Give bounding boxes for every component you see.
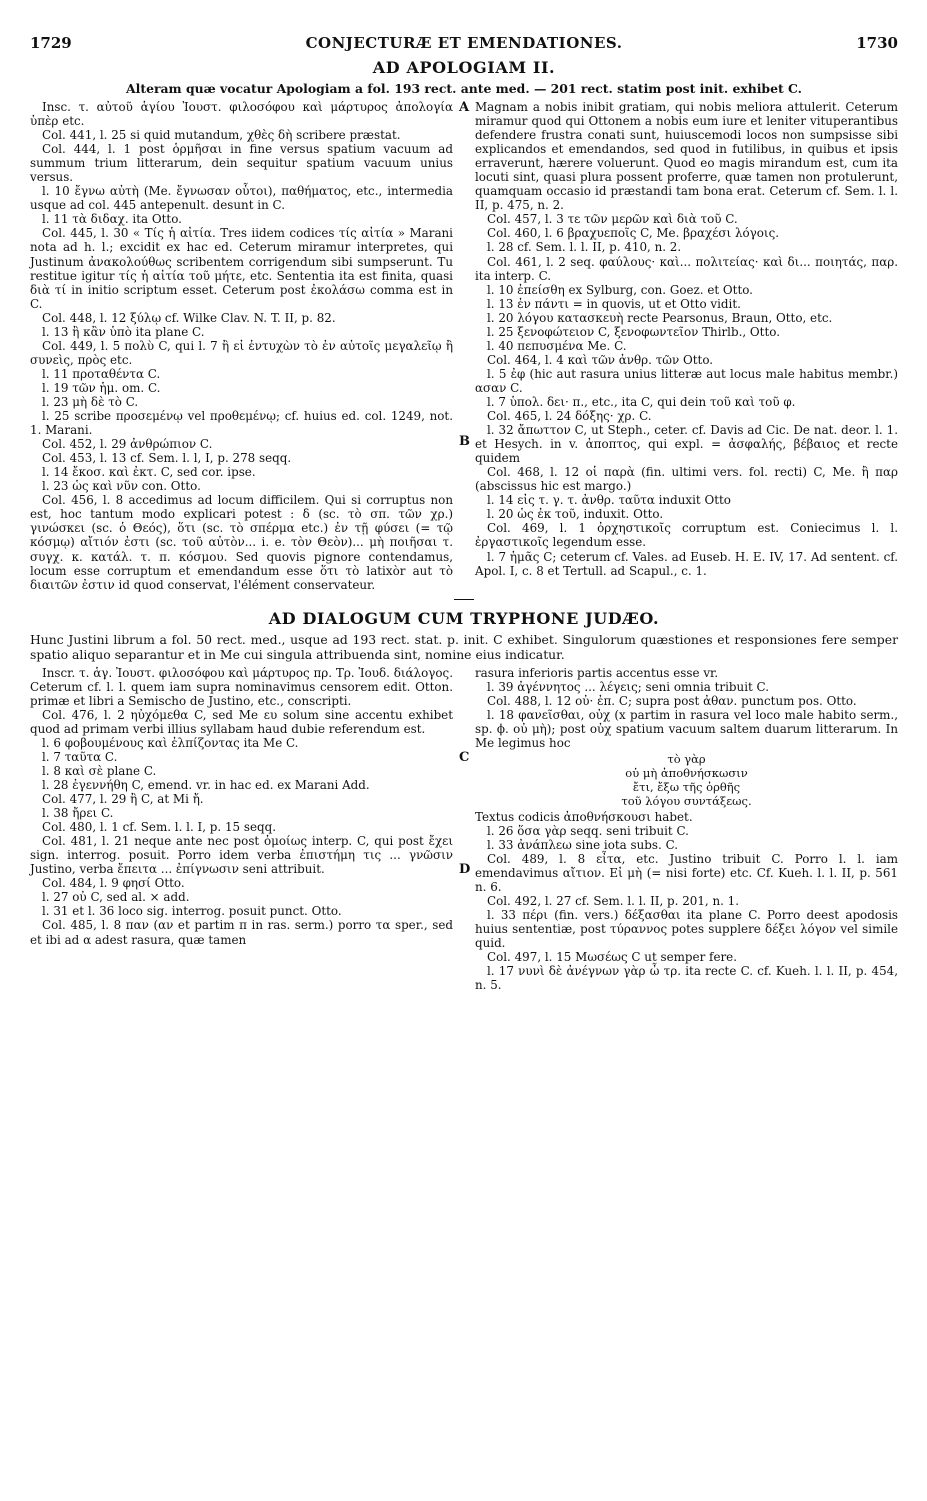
section-title-apologia: AD APOLOGIAM II.	[372, 58, 556, 77]
note: Col. 489, l. 8 εἶτα, etc. Justino tribuit C. Porro l. l. iam emendavimus αἴτιον. Εἰ μὴ (= nisi forte) etc. Cf. Kueh. l. l. II, p. 561 n. 6.	[475, 852, 898, 895]
margin-marker-b: B	[459, 434, 470, 449]
page-number-right: 1730	[856, 34, 898, 52]
note: l. 23 ὡς καὶ νῦν con. Otto.	[42, 479, 201, 494]
note: Col. 469, l. 1 ὀρχηστικοῖς corruptum est. Coniecimus l. l. ἐργαστικοῖς legendum esse.	[475, 521, 898, 550]
quoted-verse	[475, 752, 898, 808]
note: rasura inferioris partis accentus esse vr.	[475, 665, 719, 680]
note: Col. 453, l. 13 cf. Sem. l. l, I, p. 278 seqq.	[42, 451, 292, 466]
note: Col. 456, l. 8 accedimus ad locum difficilem. Qui si corruptus non est, hoc tantum modo explicari potest : δ (sc. τὸ σπ. τῶν χρ.) γινώσκει (sc. ὁ Θεός), ὅτι (sc. τὸ σπέρμα etc.) ἐν τῇ φύσει (= τῷ κόσμῳ) αἴτιόν ἐστι (sc. τοῦ αὐτὸν... i. e. τὸν Θεὸν)... μὴ ποιῆσαι τ. συγχ. κ. κατάλ. τ. π. κόσμου. Sed quovis pignore contendamus, locum esse corruptum et emendandum esse ὅτι τὸ latixòr aut τὸ διαιτῶν ἐστιν id quod conservat, l'élément conservateur.	[30, 493, 453, 592]
note: Col. 448, l. 12 ξύλῳ cf. Wilke Clav. N. T. II, p. 82.	[42, 310, 336, 325]
note: l. 13 ἢ κἂν ὑπὸ ita plane C.	[42, 324, 205, 339]
section-intro-dialogus: Hunc Justini librum a fol. 50 rect. med., usque ad 193 rect. stat. p. init. C exhibet. Singulorum quæstiones et responsiones fere semper spatio aliquo separantur et in Me cui singula attribuenda sint, nomine eius indicatur.	[30, 631, 898, 662]
page-number-left: 1729	[30, 34, 72, 52]
note: l. 7 ὑπολ. δει· π., etc., ita C, qui dein τοῦ καὶ τοῦ φ.	[487, 394, 796, 409]
note: l. 13 ἐν πάντι = in quovis, ut et Otto vidit.	[487, 296, 741, 311]
note: Col. 485, l. 8 παν (αν et partim π in ras. serm.) porro τα sper., sed et ibi ad α adest rasura, quæ tamen	[30, 918, 453, 947]
margin-marker-c: C	[459, 750, 470, 765]
note: Col. 492, l. 27 cf. Sem. l. l. II, p. 201, n. 1.	[487, 894, 740, 909]
note: Magnam a nobis inibit gratiam, qui nobis meliora attulerit. Ceterum miramur quod qui Ottonem a nobis eum iure et leniter vituperantibus defendere frustra conati sunt, huiuscemodi locos non sumpsisse sibi explicandos et emendandos, sed quod in futilibus, in quibus et ipsis erraverunt, hærere voluerunt. Quod eo magis mirandum est, cum ita locuti sint, quasi plura possent proferre, quæ tamen non protulerunt, quamquam occasio id præstandi tam bona erat. Ceterum cf. Sem. l. l. II, p. 475, n. 2.	[475, 100, 898, 213]
note: Col. 480, l. 1 cf. Sem. l. l. I, p. 15 seqq.	[42, 820, 276, 835]
note: l. 38 ἤρει C.	[42, 806, 114, 821]
dialogus-columns	[30, 666, 898, 993]
section-title-dialogus: AD DIALOGUM CUM TRYPHONE JUDÆO.	[268, 608, 660, 628]
section-intro-apologia: Alteram quæ vocatur Apologiam a fol. 193 rect. ante med. — 201 rect. statim post init. exhibet C.	[126, 81, 802, 96]
page	[30, 34, 898, 993]
note: Col. 445, l. 30 « Τίς ἡ αἰτία. Tres iidem codices τίς αἰτία » Marani nota ad h. l.; excidit ex hac ed. Ceterum miramur interpretes, qui Justinum ἀνακολούθως scribentem corrigendum sibi sumpserunt. Tu restitue igitur τίς ἡ αἰτία τοῦ μήτε, etc. Sententia ita est finita, quasi διὰ τί in initio scriptum esset. Ceterum post ἐκολάσω comma est in C.	[30, 226, 453, 311]
dialogus-left-column	[30, 666, 453, 993]
note: Col. 452, l. 29 ἀνθρώπιον C.	[42, 437, 213, 452]
note: l. 25 ξενοφώτειον C, ξενοφωντεῖον Thirlb., Otto.	[487, 324, 780, 339]
note: l. 7 ἡμᾶς C; ceterum cf. Vales. ad Euseb. H. E. IV, 17. Ad sentent. cf. Apol. I, c. 8 et Tertull. ad Scapul., c. 1.	[475, 549, 898, 578]
verse-line: τοῦ λόγου συντάξεως.	[621, 793, 752, 808]
note: l. 40 πεπυσμένα Me. C.	[487, 338, 627, 353]
note: l. 6 φοβουμένους καὶ ἐλπίζοντας ita Me C.	[42, 735, 299, 750]
note: l. 7 ταῦτα C.	[42, 749, 118, 764]
note: l. 23 μὴ δὲ τὸ C.	[42, 394, 139, 409]
note: Col. 449, l. 5 πολὺ C, qui l. 7 ἢ εἰ ἐντυχὼν τὸ ἐν αὐτοῖς μεγαλεῖῳ ἢ συνεὶς, πρὸς etc.	[30, 338, 453, 367]
note: l. 28 ἐγεννήθη C, emend. vr. in hac ed. ex Marani Add.	[42, 778, 370, 793]
running-head	[30, 34, 898, 56]
note: Col. 444, l. 1 post ὁρμῆσαι in fine versus spatium vacuum ad summum trium litterarum, dein sequitur spatium vacuum unius versus.	[30, 142, 453, 185]
note: Col. 441, l. 25 si quid mutandum, χθὲς δὴ scribere præstat.	[42, 128, 401, 143]
note: Col. 464, l. 4 καὶ τῶν ἀνθρ. τῶν Otto.	[487, 352, 714, 367]
note: Col. 468, l. 12 οἱ παρὰ (fin. ultimi vers. fol. recti) C, Me. ἢ παρ (abscissus hic est margo.)	[475, 465, 898, 494]
note: l. 10 ἐπείσθη ex Sylburg, con. Goez. et Otto.	[487, 282, 753, 297]
note: l. 33 πέρι (fin. vers.) δέξασθαι ita plane C. Porro deest apodosis huius sententiæ, post τύραννος potes supplere δέξει λόγον vel simile quid.	[475, 908, 898, 951]
running-title: CONJECTURÆ ET EMENDATIONES.	[305, 34, 623, 52]
note: l. 11 τὰ διδαχ. ita Otto.	[42, 212, 182, 227]
note: l. 39 ἀγέννητος ... λέγεις; seni omnia tribuit C.	[487, 679, 770, 694]
note: l. 10 ἔγνω αὐτὴ (Me. ἔγνωσαν οὗτοι), παθήματος, etc., intermedia usque ad col. 445 antepenult. desunt in C.	[30, 184, 453, 213]
note: l. 28 cf. Sem. l. l. II, p. 410, n. 2.	[487, 240, 682, 255]
note: Col. 481, l. 21 neque ante nec post ὁμοίως interp. C, qui post ἔχει sign. interrog. posuit. Porro idem verba ἐπιστήμη τις ... γνῶσιν Justino, verba ἔπειτα ... ἐπίγνωσιν seni attribuit.	[30, 834, 453, 877]
note: l. 32 ἄπωττον C, ut Steph., ceter. cf. Davis ad Cic. De nat. deor. l. 1. et Hesych. in v. ἀποπτος, qui expl. = ἀσφαλής, βέβαιος et recte quidem	[475, 423, 898, 466]
note: Col. 460, l. 6 βραχυεποῖς C, Me. βραχέσι λόγοις.	[487, 226, 780, 241]
note: l. 14 ἔκοσ. καὶ ἐκτ. C, sed cor. ipse.	[42, 465, 256, 480]
margin-marker-a: A	[459, 100, 470, 115]
note: Col. 484, l. 9 φησί Otto.	[42, 876, 185, 891]
verse-line: τὸ γὰρ	[667, 751, 706, 766]
note: l. 11 προταθέντα C.	[42, 366, 161, 381]
note: l. 26 ὅσα γὰρ seqq. seni tribuit C.	[487, 823, 689, 838]
note: l. 33 ἀνάπλεω sine iota subs. C.	[487, 838, 679, 853]
note: Col. 476, l. 2 ηὐχόμεθα C, sed Me ευ solum sine accentu exhibet quod ad primam verbi illius syllabam haud dubie referendum est.	[30, 707, 453, 736]
verse-line: οὐ μὴ ἀποθνήσκωσιν	[625, 765, 748, 780]
note: l. 31 et l. 36 loco sig. interrog. posuit punct. Otto.	[42, 904, 342, 919]
note: l. 20 ὡς ἐκ τοῦ, induxit. Otto.	[487, 507, 664, 522]
margin-marker-d: D	[459, 861, 471, 877]
note: l. 17 νυνὶ δὲ ἀνέγνων γὰρ ὦ τρ. ita recte C. cf. Kueh. l. l. II, p. 454, n. 5.	[475, 964, 898, 993]
apologia-right-column	[475, 100, 898, 592]
note: Textus codicis ἀποθνήσκουσι habet.	[475, 809, 693, 824]
note: Col. 497, l. 15 Μωσέως C ut semper fere.	[487, 950, 737, 965]
section-divider	[454, 599, 474, 600]
verse-line: ἔτι, ἔξω τῆς ὀρθῆς	[632, 779, 741, 794]
note: l. 8 καὶ σὲ plane C.	[42, 763, 157, 778]
note: l. 20 λόγου κατασκευὴ recte Pearsonus, Braun, Otto, etc.	[487, 310, 833, 325]
note: l. 27 οὐ C, sed al. × add.	[42, 890, 190, 905]
note: Inscr. τ. ἁγ. Ἰουστ. φιλοσόφου καὶ μάρτυρος πρ. Τρ. Ἰουδ. διάλογος. Ceterum cf. l. l. quem iam supra nominavimus censorem edit. Otton. primæ et libri a Semischo de Justino, etc., conscripti.	[30, 665, 453, 708]
note: Col. 461, l. 2 seq. φαύλους· καὶ... πολιτείας· καὶ δι... ποιητάς, παρ. ita interp. C.	[475, 254, 898, 283]
note: Insc. τ. αὐτοῦ ἁγίου Ἰουστ. φιλοσόφου καὶ μάρτυρος ἀπολογία ὑπὲρ etc.	[30, 100, 453, 129]
note: l. 5 ἐφ (hic aut rasura unius litteræ aut locus male habitus membr.) ασαν C.	[475, 366, 898, 395]
note: Col. 488, l. 12 οὐ· ἐπ. C; supra post ἀθαν. punctum pos. Otto.	[487, 693, 857, 708]
note: Col. 457, l. 3 τε τῶν μερῶν καὶ διὰ τοῦ C.	[487, 212, 738, 227]
dialogus-right-column	[475, 666, 898, 993]
note: l. 19 τῶν ἡμ. om. C.	[42, 380, 161, 395]
note: l. 18 φανεῖσθαι, οὐχ (x partim in rasura vel loco male habito serm., sp. ϕ. οὐ μὴ); post οὐχ spatium vacuum saltem duarum litterarum. In Me legimus hoc	[475, 707, 898, 750]
note: Col. 477, l. 29 ἢ C, at Mi ἤ.	[42, 792, 204, 807]
note: l. 25 scribe προσεμένῳ vel προθεμένῳ; cf. huius ed. col. 1249, not. 1. Marani.	[30, 409, 453, 438]
apologia-left-column	[30, 100, 453, 592]
note: l. 14 εἰς τ. γ. τ. ἀνθρ. ταῦτα induxit Otto	[487, 493, 731, 508]
note: Col. 465, l. 24 δόξης· χρ. C.	[487, 409, 652, 424]
